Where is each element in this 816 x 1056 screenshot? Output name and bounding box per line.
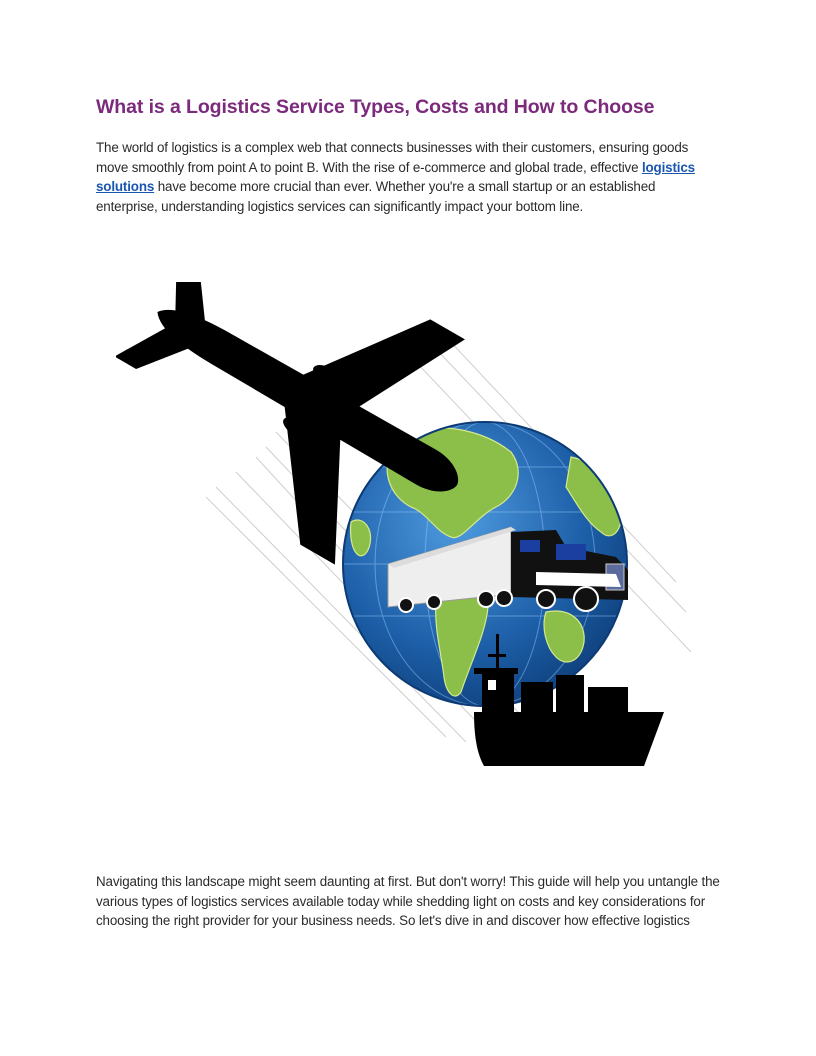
outro-paragraph: Navigating this landscape might seem daunting at first. But don't worry! This guide will help you untangle the various types of logistics services available today while shedding light on costs and key considerations for choosing the right provider for your business needs. So let's dive in and discover how effective logistics <box>96 874 720 929</box>
logistics-hero-image <box>116 282 696 774</box>
intro-paragraph <box>96 138 720 216</box>
page-title: What is a Logistics Service Types, Costs and How to Choose <box>96 96 655 118</box>
intro-text-end: have become more crucial than ever. Whether you're a small startup or an established enterprise, understanding logistics services can significantly impact your bottom line. <box>96 179 656 214</box>
intro-text-start: The world of logistics is a complex web that connects businesses with their customers, ensuring goods move smoothly from point A to point B. With the rise of e-commerce and global trade, effective <box>96 140 689 175</box>
logistics-solutions-link[interactable]: logistics solutions <box>96 159 695 195</box>
